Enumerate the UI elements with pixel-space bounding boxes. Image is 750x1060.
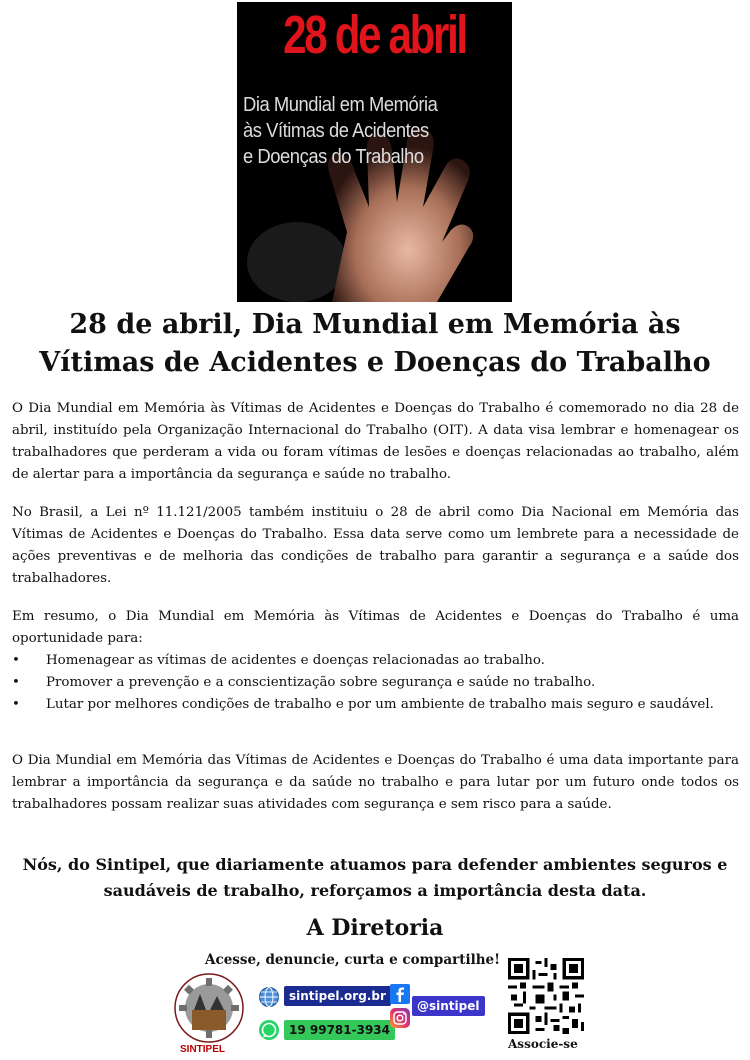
poster-subtitle-line: e Doenças do Trabalho [243, 146, 424, 168]
instagram-icon[interactable] [390, 1008, 410, 1028]
paragraph-intro: O Dia Mundial em Memória às Vítimas de Acidentes e Doenças do Trabalho é comemorado no dia 28 de abril, instituído pela Organização Internacional do Trabalho (OIT). A data visa lembrar e homenagear os trabalhadores que perderam a vida ou foram vítimas de lesões e doenças relacionadas ao trabalho, além de alertar para a importância da segurança e saúde no trabalho. [12, 401, 739, 482]
bullet-icon: • [12, 653, 20, 668]
title-line-1: 28 de abril, Dia Mundial em Memória às [69, 309, 681, 340]
list-item-text: Promover a prevenção e a conscientização sobre segurança e saúde no trabalho. [46, 675, 596, 690]
closing-line-2: saudáveis de trabalho, reforçamos a importância desta data. [103, 881, 647, 900]
list-item-text: Homenagear as vítimas de acidentes e doenças relacionadas ao trabalho. [46, 653, 545, 668]
list-item [12, 672, 739, 694]
facebook-icon[interactable] [390, 984, 410, 1004]
logo-name: SINTIPEL [180, 1044, 226, 1055]
phone-link[interactable]: 19 99781-3934 [284, 1020, 395, 1040]
call-to-action: Acesse, denuncie, curta e compartilhe! [205, 952, 501, 968]
social-handle[interactable]: @sintipel [412, 996, 485, 1016]
website-link[interactable]: sintipel.org.br [284, 986, 391, 1006]
whatsapp-icon [258, 1019, 280, 1041]
poster-image [237, 2, 512, 302]
list-item [12, 694, 739, 716]
signature: A Diretoria [306, 915, 444, 941]
list-item [12, 650, 739, 672]
paragraph-brazil-law: No Brasil, a Lei nº 11.121/2005 também instituiu o 28 de abril como Dia Nacional em Memória das Vítimas de Acidentes e Doenças do Trabalho. Essa data serve como um lembrete para a necessidade de ações preventivas e de melhoria das condições de trabalho para garantir a segurança e a saúde dos trabalhadores. [12, 505, 739, 586]
paragraph-conclusion: O Dia Mundial em Memória das Vítimas de Acidentes e Doenças do Trabalho é uma data importante para lembrar a importância da segurança e da saúde no trabalho e para lutar por um futuro onde todos os trabalhadores possam realizar suas atividades com segurança e sem risco para a saúde. [12, 753, 739, 812]
bullet-icon: • [12, 675, 20, 690]
closing-statement [0, 852, 750, 904]
paragraph-summary: Em resumo, o Dia Mundial em Memória às Vítimas de Acidentes e Doenças do Trabalho é uma oportunidade para: [12, 609, 739, 646]
poster-subtitle [243, 92, 487, 170]
page-title [0, 306, 750, 382]
bullet-list [12, 650, 739, 716]
poster-headline: 28 de abril [283, 5, 466, 65]
list-item-text: Lutar por melhores condições de trabalho e por um ambiente de trabalho mais seguro e saudável. [46, 697, 714, 712]
poster-subtitle-line: Dia Mundial em Memória [243, 94, 438, 116]
title-line-2: Vítimas de Acidentes e Doenças do Trabalho [39, 347, 711, 378]
poster-subtitle-line: às Vítimas de Acidentes [243, 120, 429, 142]
associe-label: Associe-se [508, 1037, 578, 1051]
globe-icon [258, 986, 280, 1008]
closing-line-1: Nós, do Sintipel, que diariamente atuamos para defender ambientes seguros e [22, 855, 728, 874]
bullet-icon: • [12, 697, 20, 712]
qr-code-icon[interactable] [508, 958, 584, 1034]
